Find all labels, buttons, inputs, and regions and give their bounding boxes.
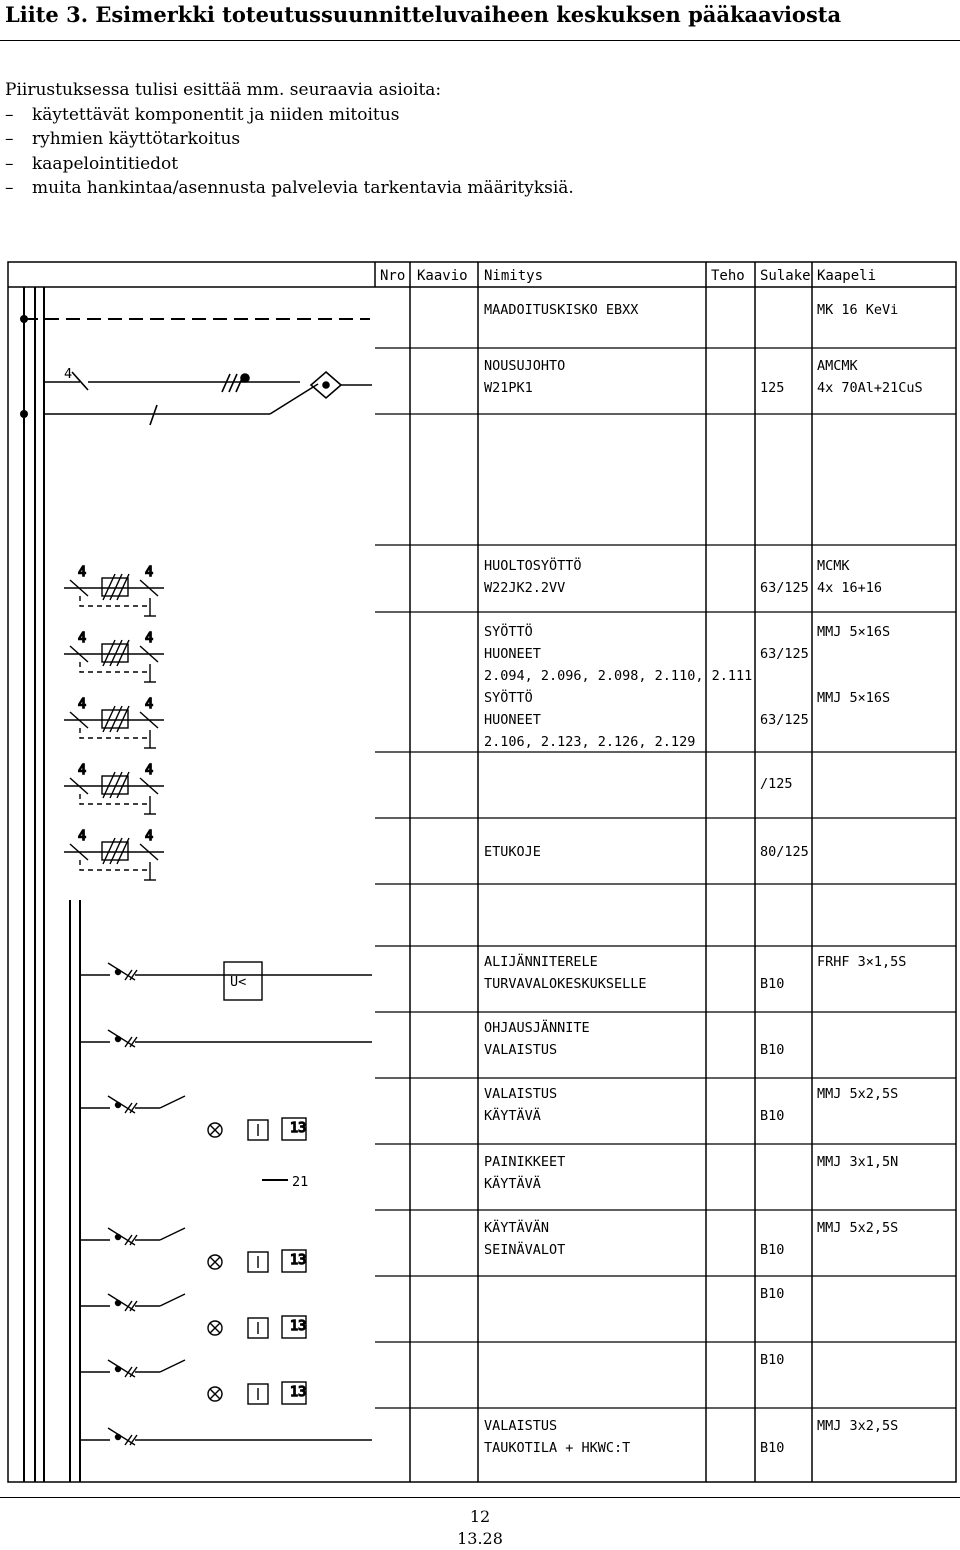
main-switch [44, 372, 372, 425]
cell-nimitys: SYÖTTÖ [484, 690, 533, 706]
cell-sulake: B10 [760, 1108, 785, 1124]
table-row [760, 1286, 784, 1302]
table-row [484, 844, 809, 860]
cell-nimitys: W22JK2.2VV [484, 580, 566, 596]
header-nimitys: Nimitys [484, 268, 544, 284]
cell-nimitys: VALAISTUS [484, 1086, 558, 1102]
header-kaavio: Kaavio [417, 268, 468, 284]
contact-label: 13 [290, 1318, 307, 1334]
cell-kaapeli: AMCMK [817, 358, 858, 374]
cell-nimitys: SYÖTTÖ [484, 624, 533, 640]
cell-nimitys: HUONEET [484, 646, 541, 662]
cell-kaapeli: MMJ 5×16S [817, 624, 891, 640]
cell-sulake: 125 [760, 380, 785, 396]
cell-nimitys: 2.094, 2.096, 2.098, 2.110, 2.111 [484, 668, 753, 684]
cell-nimitys: MAADOITUSKISKO EBXX [484, 302, 639, 318]
contact-label: 13 [290, 1120, 307, 1136]
cell-sulake: B10 [760, 1042, 785, 1058]
cell-kaapeli: MMJ 5x2,5S [817, 1220, 899, 1236]
cell-kaapeli: MMJ 3x2,5S [817, 1418, 899, 1434]
mcb-branch [80, 1428, 372, 1445]
cell-sulake: 63/125 [760, 712, 809, 728]
table-cells [484, 302, 923, 1456]
cell-sulake: B10 [760, 1242, 785, 1258]
cell-nimitys: W21PK1 [484, 380, 533, 396]
header-sulake: Sulake [760, 268, 811, 284]
pole-count-label: 4 [78, 696, 87, 712]
table-row [760, 1352, 784, 1368]
busbars [24, 287, 80, 1482]
pole-count-label: 4 [145, 828, 154, 844]
feeder-breaker [64, 564, 164, 616]
table-row [484, 952, 906, 992]
cell-nimitys: 2.106, 2.123, 2.126, 2.129 [484, 734, 696, 750]
cell-sulake: B10 [760, 1440, 785, 1456]
header-teho: Teho [711, 268, 745, 284]
header-nro: Nro [380, 268, 406, 284]
feeder-breaker [64, 762, 164, 814]
table-row [484, 1086, 898, 1124]
cell-nimitys: PAINIKKEET [484, 1154, 566, 1170]
row-dividers [375, 348, 956, 1408]
relay-label: U< [230, 974, 247, 990]
button-count-label: 21 [292, 1174, 309, 1190]
pole-count-label: 4 [145, 696, 154, 712]
cell-nimitys: TAUKOTILA + HKWC:T [484, 1440, 631, 1456]
mcb-branch [80, 1294, 306, 1338]
pole-count-label: 4 [64, 366, 73, 382]
intro-line: Piirustuksessa tulisi esittää mm. seuraavia asioita: [5, 80, 442, 100]
pole-count-label: 4 [145, 564, 154, 580]
cell-nimitys: HUOLTOSYÖTTÖ [484, 558, 582, 574]
cell-nimitys: VALAISTUS [484, 1042, 558, 1058]
earthing-bar [20, 315, 370, 418]
cell-nimitys: TURVAVALOKESKUKSELLE [484, 976, 647, 992]
pole-count-label: 4 [145, 630, 154, 646]
cell-kaapeli: MMJ 5x2,5S [817, 1086, 899, 1102]
mcb-branches [80, 963, 372, 1445]
cell-nimitys: NOUSUJOHTO [484, 358, 566, 374]
page-number-sub: 13.28 [457, 1529, 503, 1548]
feeder-breakers [64, 564, 164, 880]
page-number [440, 1506, 520, 1550]
cell-nimitys: OHJAUSJÄNNITE [484, 1020, 590, 1036]
contact-label: 13 [290, 1384, 307, 1400]
cell-nimitys: KÄYTÄVÄ [484, 1108, 541, 1124]
page-title: Liite 3. Esimerkki toteutussuunnitteluvaiheen keskuksen pääkaaviosta [5, 2, 842, 27]
cell-nimitys: VALAISTUS [484, 1418, 558, 1434]
intro-bullet: – ryhmien käyttötarkoitus [5, 127, 574, 152]
pole-count-label: 4 [78, 762, 87, 778]
table-row [484, 1154, 898, 1192]
feeder-breaker [64, 828, 164, 880]
table-row [484, 358, 923, 396]
footer-divider [0, 1497, 960, 1498]
intro-bullet: – kaapelointitiedot [5, 152, 574, 177]
pole-count-label: 4 [145, 762, 154, 778]
intro-bullet: – käytettävät komponentit ja niiden mitoitus [5, 103, 574, 128]
table-row [484, 556, 882, 596]
pole-count-label: 4 [78, 564, 87, 580]
cell-nimitys: SEINÄVALOT [484, 1242, 566, 1258]
table-row [484, 622, 890, 750]
cell-sulake: 80/125 [760, 844, 809, 860]
pole-count-label: 4 [78, 828, 87, 844]
cell-kaapeli: MMJ 5×16S [817, 690, 891, 706]
table-row [484, 1018, 784, 1058]
cell-kaapeli: MMJ 3x1,5N [817, 1154, 899, 1170]
mcb-branch [80, 1360, 306, 1404]
pole-count-label: 4 [78, 630, 87, 646]
table-row [484, 302, 898, 318]
cell-sulake: 63/125 [760, 580, 809, 596]
cell-kaapeli: MCMK [817, 558, 850, 574]
cell-kaapeli: FRHF 3×1,5S [817, 954, 907, 970]
mcb-branch [80, 1096, 306, 1140]
mcb-branch [80, 963, 372, 980]
cell-sulake: B10 [760, 1286, 785, 1302]
feeder-breaker [64, 696, 164, 748]
intro-bullet: – muita hankintaa/asennusta palvelevia tarkentavia määrityksiä. [5, 176, 574, 201]
table-row [484, 1418, 898, 1456]
cell-kaapeli: 4x 16+16 [817, 580, 883, 596]
cell-sulake: /125 [760, 776, 793, 792]
table-row [484, 1218, 898, 1258]
cell-nimitys: HUONEET [484, 712, 541, 728]
cell-nimitys: ETUKOJE [484, 844, 541, 860]
feeder-breaker [64, 630, 164, 682]
cell-sulake: 63/125 [760, 646, 809, 662]
cell-nimitys: ALIJÄNNITERELE [484, 954, 598, 970]
page-number-main: 12 [469, 1507, 491, 1526]
header-kaapeli: Kaapeli [817, 268, 877, 284]
cell-sulake: B10 [760, 976, 785, 992]
contact-label: 13 [290, 1252, 307, 1268]
cell-nimitys: KÄYTÄVÄ [484, 1176, 541, 1192]
cell-nimitys: KÄYTÄVÄN [484, 1220, 550, 1236]
mcb-branch [80, 1030, 372, 1047]
cell-kaapeli: MK 16 KeVi [817, 302, 899, 318]
cell-kaapeli: 4x 70Al+21CuS [817, 380, 923, 396]
cell-sulake: B10 [760, 1352, 785, 1368]
mcb-branch [80, 1228, 306, 1272]
table-row [760, 776, 793, 792]
